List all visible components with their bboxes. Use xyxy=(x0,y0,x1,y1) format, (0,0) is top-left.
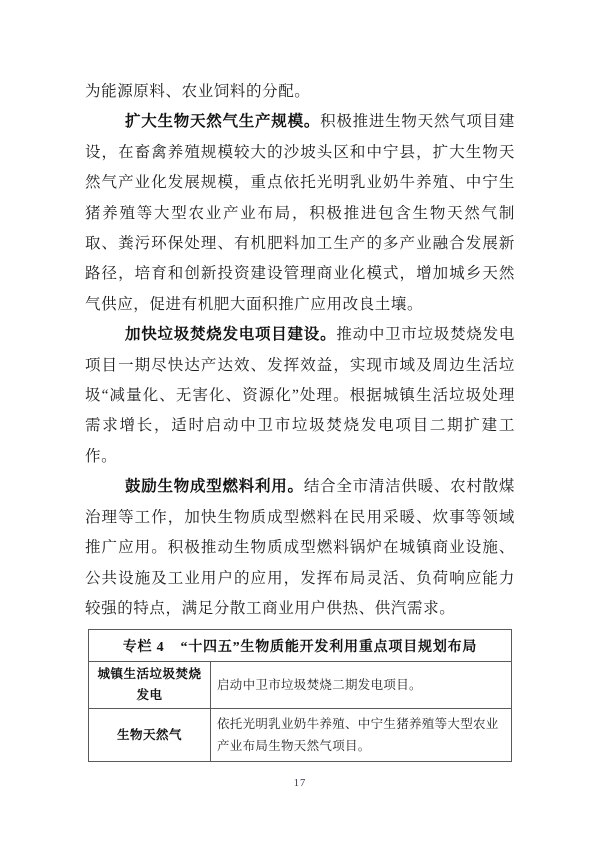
paragraph xyxy=(85,107,515,320)
paragraph-lead: 鼓励生物成型燃料利用。 xyxy=(125,478,304,496)
table-cell-term: 生物天然气 xyxy=(89,709,211,762)
paragraph-lead: 扩大生物天然气生产规模。 xyxy=(125,113,321,131)
paragraph-text: 为能源原料、农业饲料的分配。 xyxy=(85,83,311,100)
paragraph-lead: 加快垃圾焚烧发电项目建设。 xyxy=(125,326,337,344)
table-cell-desc: 依托光明乳业奶牛养殖、中宁生猪养殖等大型农业产业布局生物天然气项目。 xyxy=(211,709,512,762)
table-cell-desc: 启动中卫市垃圾焚烧二期发电项目。 xyxy=(211,662,512,709)
table-title-cell xyxy=(89,630,512,662)
table-row xyxy=(89,709,512,762)
paragraph-text: 推动中卫市垃圾焚烧发电项目一期尽快达产达效、发挥效益，实现市域及周边生活垃圾“减量化、无害化、资源化”处理。根据城镇生活垃圾处理需求增长，适时启动中卫市垃圾焚烧发电项目二期扩建工作。 xyxy=(85,326,515,465)
paragraph xyxy=(85,77,515,107)
paragraph-text: 积极推进生物天然气项目建设，在畜禽养殖规模较大的沙坡头区和中宁县，扩大生物天然气产业化发展规模，重点依托光明乳业奶牛养殖、中宁生猪养殖等大型农业产业布局，积极推进包含生物天然气制取、粪污环保处理、有机肥料加工生产的多产业融合发展新路径，培育和创新投资建设管理商业化模式，增加城乡天然气供应，促进有机肥大面积推广应用改良土壤。 xyxy=(85,113,515,313)
page-number: 17 xyxy=(293,778,307,789)
paragraph xyxy=(85,472,515,624)
paragraph-text: 结合全市清洁供暖、农村散煤治理等工作，加快生物质成型燃料在民用采暖、炊事等领域推广应用。积极推动生物质成型燃料锅炉在城镇商业设施、公共设施及工业用户的应用，发挥布局灵活、负荷响应能力较强的特点，满足分散工商业用户供热、供汽需求。 xyxy=(85,478,515,617)
paragraph xyxy=(85,320,515,472)
table-row xyxy=(89,662,512,709)
document-body xyxy=(85,77,515,762)
table-box-label: 专栏 4 xyxy=(122,639,165,655)
table-cell-term: 城镇生活垃圾焚烧发电 xyxy=(89,662,211,709)
project-plan-table xyxy=(88,629,512,762)
table-title-row xyxy=(89,630,512,662)
table-box-title: “十四五”生物质能开发利用重点项目规划布局 xyxy=(180,639,478,655)
